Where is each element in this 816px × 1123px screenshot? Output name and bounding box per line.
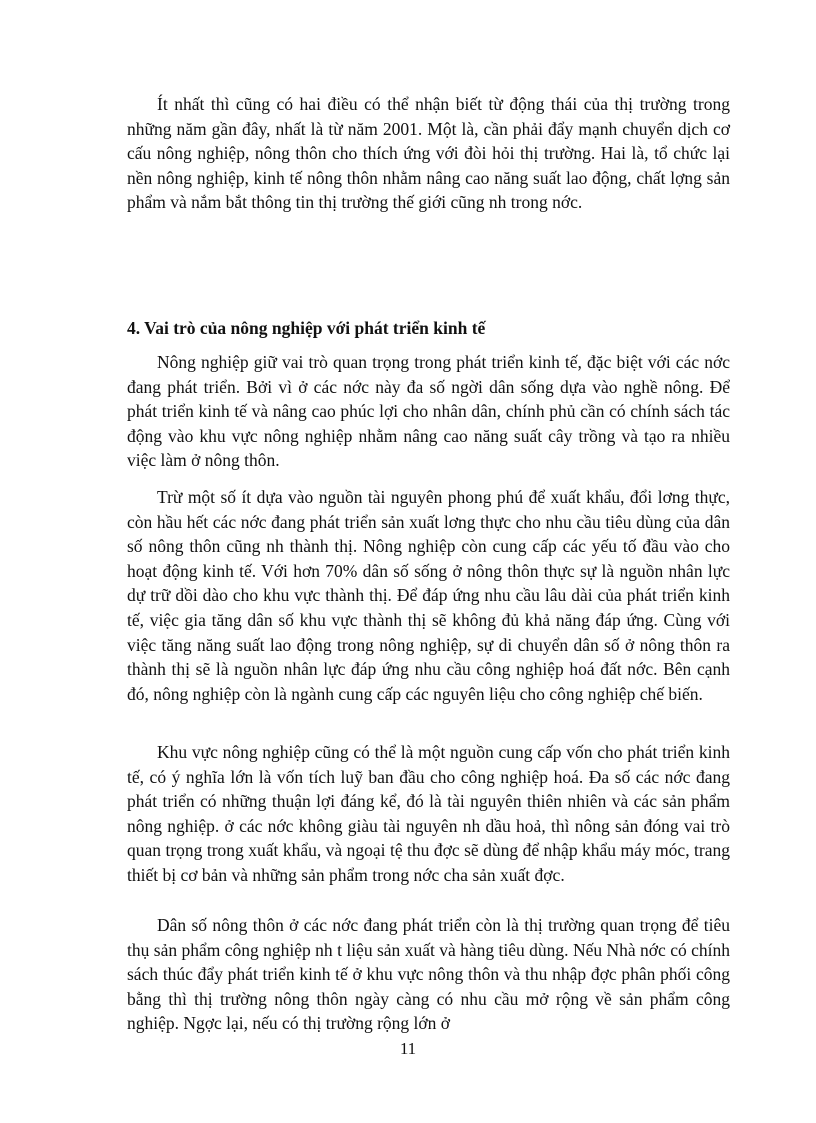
paragraph-capital-source: Khu vực nông nghiệp cũng có thể là một nguồn cung cấp vốn cho phát triển kinh tế, có ý nghĩa lớn là vốn tích luỹ ban đầu cho công nghiệp hoá. Đa số các nớc đang phát triển có những thuận lợi đáng kể, đó là tài nguyên thiên nhiên và các sản phẩm nông nghiệp. ở các nớc không giàu tài nguyên nh dầu hoả, thì nông sản đóng vai trò quan trọng trong xuất khẩu, và ngoại tệ thu đợc sẽ dùng để nhập khẩu máy móc, trang thiết bị cơ bản và những sản phẩm trong nớc cha sản xuất đợc.	[127, 742, 730, 885]
page-number: 11	[399, 1039, 417, 1058]
paragraph-market-trends: Ít nhất thì cũng có hai điều có thể nhận biết từ động thái của thị trường trong những năm gần đây, nhất là từ năm 2001. Một là, cần phải đẩy mạnh chuyển dịch cơ cấu nông nghiệp, nông thôn cho thích ứng với đòi hỏi thị trường. Hai là, tổ chức lại nền nông nghiệp, kinh tế nông thôn nhằm nâng cao năng suất lao động, chất lợng sản phẩm và nắm bắt thông tin thị trường thế giới cũng nh trong nớc.	[127, 94, 730, 213]
section-heading: 4. Vai trò của nông nghiệp với phát triển kinh tế	[127, 318, 486, 338]
paragraph-rural-market: Dân số nông thôn ở các nớc đang phát triển còn là thị trường quan trọng để tiêu thụ sản phẩm công nghiệp nh t liệu sản xuất và hàng tiêu dùng. Nếu Nhà nớc có chính sách thúc đẩy phát triển kinh tế ở khu vực nông thôn và thu nhập đợc phân phối công bằng thì thị trường nông thôn ngày càng có nhu cầu mở rộng về sản phẩm công nghiệp. Ngợc lại, nếu có thị trường rộng lớn ở	[127, 915, 730, 1034]
paragraph-role-of-agriculture: Nông nghiệp giữ vai trò quan trọng trong phát triển kinh tế, đặc biệt với các nớc đang phát triển. Bởi vì ở các nớc này đa số ngời dân sống dựa vào nghề nông. Để phát triển kinh tế và nâng cao phúc lợi cho nhân dân, chính phủ cần có chính sách tác động vào khu vực nông nghiệp nhằm nâng cao năng suất cây trồng và tạo ra nhiều việc làm ở nông thôn.	[127, 352, 730, 471]
paragraph-food-and-labor: Trừ một số ít dựa vào nguồn tài nguyên phong phú để xuất khẩu, đổi lơng thực, còn hầu hết các nớc đang phát triển sản xuất lơng thực cho nhu cầu tiêu dùng của dân số nông thôn cũng nh thành thị. Nông nghiệp còn cung cấp các yếu tố đầu vào cho hoạt động kinh tế. Với hơn 70% dân số sống ở nông thôn thực sự là nguồn nhân lực dự trữ dồi dào cho khu vực thành thị. Để đáp ứng nhu cầu lâu dài của phát triển kinh tế, việc gia tăng dân số khu vực thành thị sẽ không đủ khả năng đáp ứng. Cùng với việc tăng năng suất lao động trong nông nghiệp, sự di chuyển dân số ở nông thôn ra thành thị sẽ là nguồn nhân lực đáp ứng nhu cầu công nghiệp hoá đất nớc. Bên cạnh đó, nông nghiệp còn là ngành cung cấp các nguyên liệu cho công nghiệp chế biến.	[127, 487, 730, 704]
